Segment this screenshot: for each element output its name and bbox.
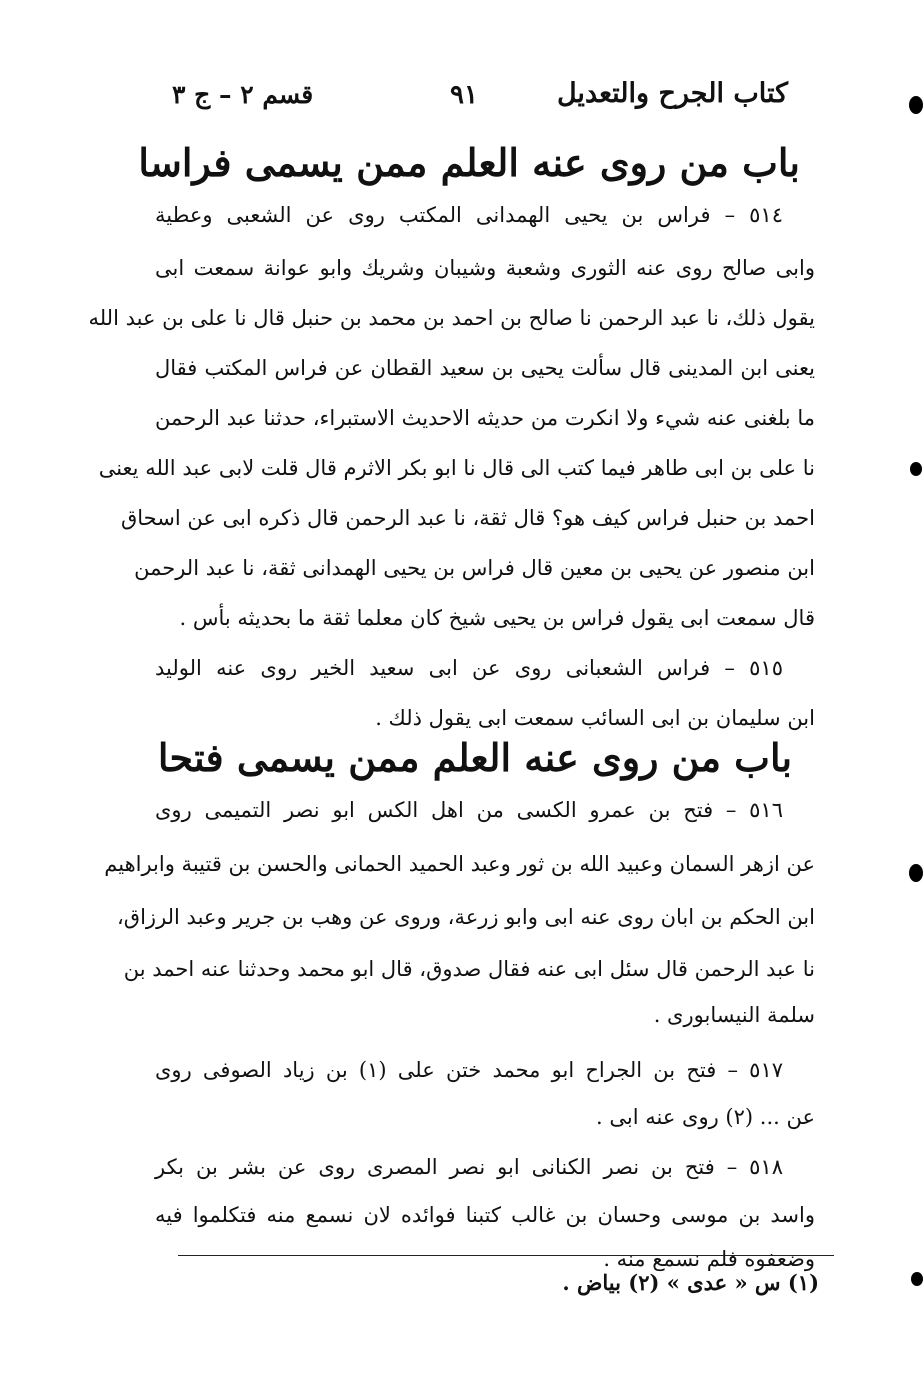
entry-line: قال سمعت ابى يقول فراس بن يحيى شيخ كان معلما ثقة ما بحديثه بأس . bbox=[179, 606, 815, 630]
volume-indicator: قسم ٢ – ج ٣ bbox=[172, 80, 314, 109]
entry-line: عن ... (٢) روى عنه ابى . bbox=[596, 1105, 815, 1129]
entry-line: ٥١٧ – فتح بن الجراح ابو محمد ختن على (١) بن زياد الصوفى روى bbox=[155, 1058, 784, 1082]
book-title: كتاب الجرح والتعديل bbox=[556, 78, 788, 109]
entry-line: يعنى ابن المدينى قال سألت يحيى بن سعيد القطان عن فراس المكتب فقال bbox=[155, 356, 815, 380]
entry-line: ما بلغنى عنه شيء ولا انكرت من حديثه الاحديث الاستبراء، حدثنا عبد الرحمن bbox=[155, 406, 815, 430]
entry-line: نا على بن ابى طاهر فيما كتب الى قال نا ابو بكر الاثرم قال قلت لابى عبد الله يعنى bbox=[98, 456, 815, 480]
entry-line: ابن الحكم بن ابان روى عنه ابى وابو زرعة، وروى عن وهب بن جرير وعبد الرزاق، bbox=[117, 905, 815, 929]
entry-line: ابن سليمان بن ابى السائب سمعت ابى يقول ذلك . bbox=[375, 706, 815, 730]
entry-line: نا عبد الرحمن قال سئل ابى عنه فقال صدوق، قال ابو محمد وحدثنا عنه احمد بن bbox=[123, 957, 815, 981]
entry-line: ٥١٥ – فراس الشعبانى روى عن ابى سعيد الخير روى عنه الوليد bbox=[155, 656, 783, 680]
page-number: ٩١ bbox=[450, 80, 478, 110]
entry-line: ٥١٤ – فراس بن يحيى الهمدانى المكتب روى عن الشعبى وعطية bbox=[155, 203, 783, 227]
entry-line: عن ازهر السمان وعبيد الله بن ثور وعبد الحميد الحمانى والحسن بن قتيبة وابراهيم bbox=[104, 852, 815, 876]
entry-line: وضعفوه فلم نسمع منه . bbox=[603, 1247, 815, 1271]
scan-mark bbox=[909, 864, 923, 882]
entry-line: وابى صالح روى عنه الثورى وشعبة وشيبان وشريك وابو عوانة سمعت ابى bbox=[155, 256, 815, 280]
chapter-title-firas: باب من روى عنه العلم ممن يسمى فراسا bbox=[138, 140, 800, 185]
entry-line: احمد بن حنبل فراس كيف هو؟ قال ثقة، نا عبد الرحمن قال ذكره ابى عن اسحاق bbox=[120, 506, 815, 530]
entry-line: ٥١٦ – فتح بن عمرو الكسى من اهل الكس ابو نصر التميمى روى bbox=[155, 798, 783, 822]
scan-mark bbox=[909, 96, 923, 114]
scan-mark bbox=[910, 462, 922, 476]
entry-line: واسد بن موسى وحسان بن غالب كتبنا فوائده لان نسمع منه فتكلموا فيه bbox=[155, 1203, 815, 1227]
page-header bbox=[160, 78, 788, 118]
footnote-divider bbox=[178, 1255, 834, 1256]
entry-line: ابن منصور عن يحيى بن معين قال فراس بن يحيى الهمدانى ثقة، نا عبد الرحمن bbox=[134, 556, 815, 580]
footnote: (١) س « عدى » (٢) بياض . bbox=[562, 1270, 819, 1295]
entry-line: ٥١٨ – فتح بن نصر الكنانى ابو نصر المصرى روى عن بشر بن بكر bbox=[155, 1155, 783, 1179]
chapter-title-fath: باب من روى عنه العلم ممن يسمى فتحا bbox=[157, 735, 793, 780]
scan-mark bbox=[911, 1272, 923, 1286]
entry-line: سلمة النيسابورى . bbox=[653, 1003, 815, 1027]
entry-line: يقول ذلك، نا عبد الرحمن نا صالح بن احمد بن محمد بن حنبل قال نا على بن عبد الله bbox=[88, 306, 815, 330]
